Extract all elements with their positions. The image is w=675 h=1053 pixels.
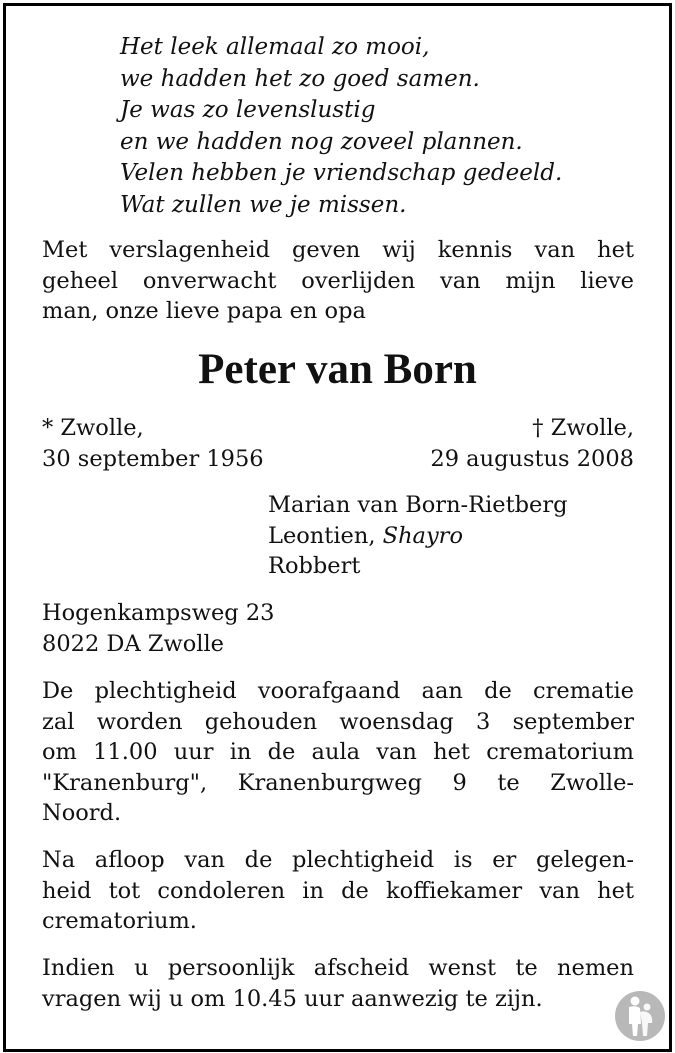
death-info: [430, 413, 634, 474]
condolence-line: crematorium.: [42, 908, 197, 934]
ceremony-line: "Kranenburg", Kranenburgweg 9 te Zwolle-: [42, 769, 634, 796]
ceremony-line: De plechtigheid voorafgaand aan de crematie: [42, 678, 634, 704]
ceremony-line: om 11.00 uur in de aula van het crematorium: [42, 739, 634, 765]
ceremony-paragraph: [42, 676, 634, 829]
deceased-name: Peter van Born: [198, 346, 477, 393]
ceremony-line: zal worden gehouden woensdag 3 september: [42, 708, 634, 735]
intro-line: geheel onverwacht overlijden van mijn lieve: [42, 267, 634, 294]
family-signatures: [268, 490, 568, 582]
death-date: 29 augustus 2008: [430, 445, 634, 472]
birth-place: * Zwolle,: [42, 415, 144, 441]
child-name: Robbert: [268, 553, 361, 579]
intro-line: man, onze lieve papa en opa: [42, 298, 366, 324]
poem-line: Je was zo levenslustig: [120, 97, 376, 123]
poem-line: Velen hebben je vriendschap gedeeld.: [120, 160, 563, 186]
mourning-figures-icon: [614, 990, 666, 1042]
farewell-line: vragen wij u om 10.45 uur aanwezig te zijn.: [42, 985, 543, 1012]
grandchild-name: Shayro: [382, 522, 463, 549]
spouse-name: Marian van Born-Rietberg: [268, 492, 568, 518]
ceremony-line: Noord.: [42, 800, 122, 826]
poem-line: en we hadden nog zoveel plannen.: [120, 128, 523, 155]
condolence-paragraph: [42, 845, 634, 937]
poem: [120, 32, 562, 221]
birth-info: [42, 413, 264, 474]
condolence-line: Na afloop van de plechtigheid is er gelegen-: [42, 847, 634, 873]
poem-line: Wat zullen we je missen.: [120, 191, 407, 218]
address-city: 8022 DA Zwolle: [42, 630, 224, 657]
death-place: † Zwolle,: [532, 415, 634, 441]
intro-line: Met verslagenheid geven wij kennis van het: [42, 237, 634, 263]
address: [42, 598, 274, 659]
address-street: Hogenkampsweg 23: [42, 600, 275, 626]
condolence-line: heid tot condoleren in de koffiekamer van het: [42, 877, 634, 904]
poem-line: Het leek allemaal zo mooi,: [120, 34, 430, 60]
children-line: [268, 521, 568, 552]
farewell-paragraph: [42, 953, 634, 1014]
poem-line: we hadden het zo goed samen.: [120, 65, 480, 92]
child-name: Leontien,: [268, 522, 376, 549]
birth-date: 30 september 1956: [42, 445, 264, 472]
intro-paragraph: [42, 235, 634, 327]
farewell-line: Indien u persoonlijk afscheid wenst te nemen: [42, 955, 634, 981]
